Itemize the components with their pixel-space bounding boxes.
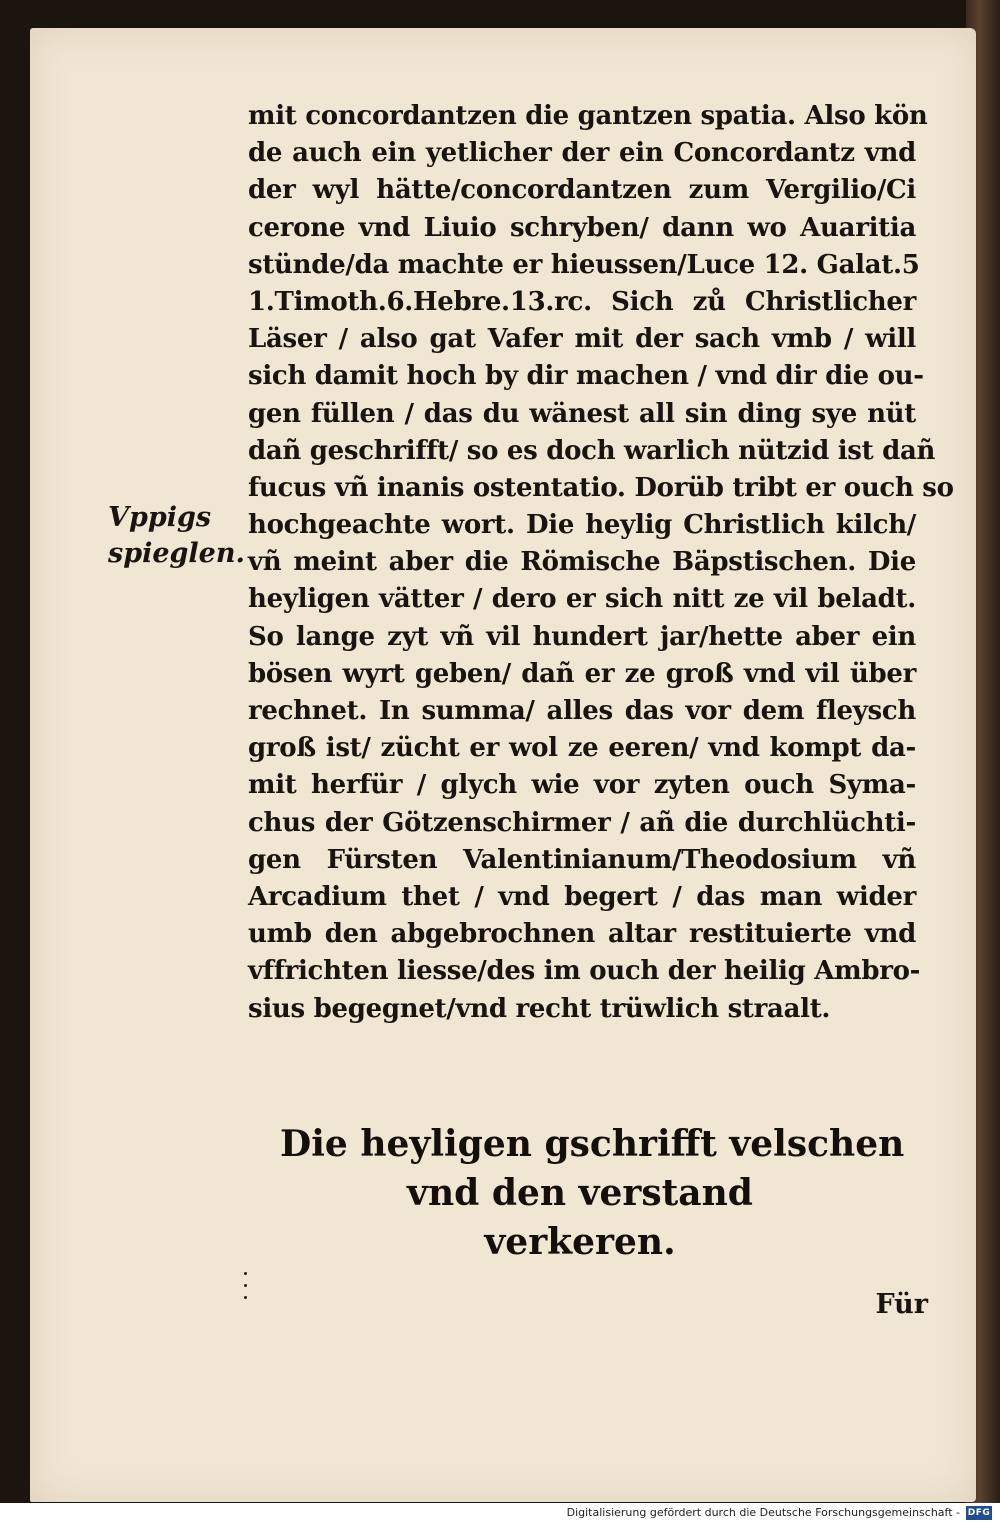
text-line: sich damit hoch by dir machen / vnd dir die ou- (248, 361, 924, 392)
text-line: bösen wyrt geben/ dañ er ze groß vnd vil über (248, 658, 916, 689)
text-line: mit herfür / glych wie vor zyten ouch Syma- (248, 770, 916, 801)
footer-bar (0, 1503, 1000, 1523)
text-line: Läser / also gat Vafer mit der sach vmb / will (248, 324, 916, 355)
margin-note-line: Vppigs (108, 502, 212, 533)
text-line: gen Fürsten Valentinianum/Theodosium vñ (248, 844, 916, 875)
body-text (248, 98, 954, 1028)
section-heading (280, 1120, 905, 1267)
text-line: gen füllen / das du wänest all sin ding sye nüt (248, 398, 916, 429)
text-line: vffrichten liesse/des im ouch der heilig Ambro- (248, 956, 921, 987)
text-line: So lange zyt vñ vil hundert jar/hette aber ein (248, 621, 916, 652)
text-line: heyligen vätter / dero er sich nitt ze vil beladt. (248, 584, 916, 615)
catchword: Für (875, 1289, 928, 1320)
text-line: dañ geschrifft/ so es doch warlich nützid ist dañ (248, 435, 936, 466)
text-line: de auch ein yetlicher der ein Concordantz vnd (248, 138, 916, 169)
text-line: groß ist/ zücht er wol ze eeren/ vnd kompt da- (248, 733, 916, 764)
heading-line: vnd den verstand (407, 1172, 753, 1214)
text-line: sius begegnet/vnd recht trüwlich straalt. (248, 993, 831, 1024)
dfg-logo: DFG (967, 1508, 991, 1518)
heading-line: Die heyligen gschrifft velschen (280, 1123, 905, 1165)
ink-specks (243, 1268, 249, 1304)
text-line: der wyl hätte/concordantzen zum Vergilio/Ci (248, 175, 916, 206)
text-line: umb den abgebrochnen altar restituierte vnd (248, 919, 916, 950)
text-line: fucus vñ inanis ostentatio. Dorüb tribt er ouch so (248, 472, 954, 503)
text-line: Arcadium thet / vnd begert / das man wider (248, 881, 916, 912)
text-line: chus der Götzenschirmer / añ die durchlüchti- (248, 807, 916, 838)
text-line: hochgeachte wort. Die heylig Christlich kilch/ (248, 510, 916, 541)
book-page (30, 28, 976, 1502)
margin-note (108, 500, 248, 572)
heading-line: verkeren. (484, 1221, 676, 1263)
funding-credit: Digitalisierung gefördert durch die Deutsche Forschungsgemeinschaft - (566, 1506, 960, 1519)
text-line: stünde/da machte er hieussen/Luce 12. Galat.5 (248, 249, 920, 280)
text-line: 1.Timoth.6.Hebre.13.rc. Sich zů Christlicher (248, 286, 916, 317)
margin-note-line: spieglen. (108, 538, 245, 569)
text-line: cerone vnd Liuio schryben/ dann wo Auaritia (248, 212, 916, 243)
text-line: vñ meint aber die Römische Bäpstischen. Die (248, 547, 916, 578)
text-line: mit concordantzen die gantzen spatia. Also kön (248, 101, 928, 131)
text-line: rechnet. In summa/ alles das vor dem fleysch (248, 696, 916, 726)
